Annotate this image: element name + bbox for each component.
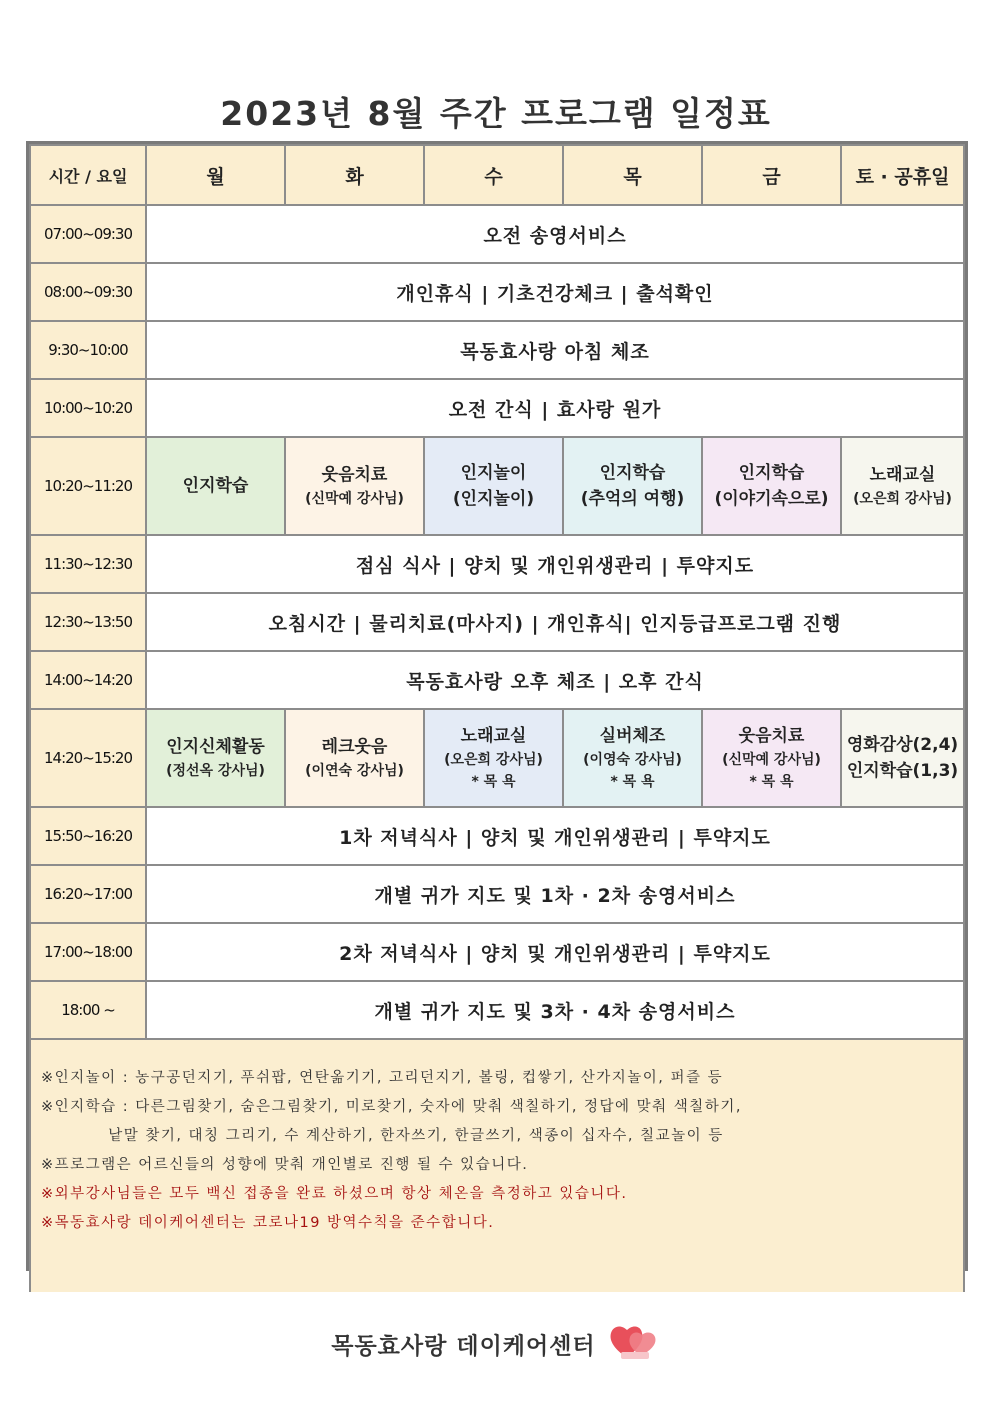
time-cell: 9:30~10:00 (30, 321, 146, 379)
note-line: 낱말 찾기, 대칭 그리기, 수 계산하기, 한자쓰기, 한글쓰기, 색종이 십자수, 칠교놀이 등 (41, 1128, 724, 1144)
schedule-row (30, 865, 964, 923)
activity-span-cell: 개별 귀가 지도 및 1차 · 2차 송영서비스 (146, 865, 964, 923)
program-title: 인지학습 (599, 463, 666, 483)
activity-span-cell: 2차 저녁식사 | 양치 및 개인위생관리 | 투약지도 (146, 923, 964, 981)
program-title: 노래교실 (460, 726, 527, 746)
time-cell: 11:30~12:30 (30, 535, 146, 593)
time-cell: 14:00~14:20 (30, 651, 146, 709)
activity-span-cell: 개인휴식 | 기초건강체크 | 출석확인 (146, 263, 964, 321)
program-title: 웃음치료 (321, 465, 388, 485)
note-line: ※인지학습 : 다른그림찾기, 숨은그림찾기, 미로찾기, 숫자에 맞춰 색칠하기, 정답에 맞춰 색칠하기, (41, 1099, 742, 1115)
program-title: 영화감상(2,4) (846, 735, 959, 755)
time-cell: 15:50~16:20 (30, 807, 146, 865)
time-cell: 10:20~11:20 (30, 437, 146, 535)
program-instructor: (이연숙 강사님) (305, 763, 404, 779)
schedule-row (30, 923, 964, 981)
activity-span-cell: 1차 저녁식사 | 양치 및 개인위생관리 | 투약지도 (146, 807, 964, 865)
program-title: 인지학습 (182, 476, 249, 496)
center-name: 목동효사랑 데이케어센터 (331, 1333, 596, 1360)
program-note: * 목 욕 (610, 774, 655, 790)
program-cell-fri (702, 709, 841, 807)
header-row (30, 145, 964, 205)
program-title: 레크웃음 (321, 737, 388, 757)
time-cell: 08:00~09:30 (30, 263, 146, 321)
activity-span-cell: 오전 송영서비스 (146, 205, 964, 263)
heart-logo-icon (609, 1322, 661, 1366)
program-note: * 목 욕 (749, 774, 794, 790)
schedule-row (30, 981, 964, 1039)
program-cell-wed (424, 709, 563, 807)
schedule-row (30, 651, 964, 709)
page-title: 2023년 8월 주간 프로그램 일정표 (220, 94, 772, 133)
activity-span-cell: 오침시간 | 물리치료(마사지) | 개인휴식| 인지등급프로그램 진행 (146, 593, 964, 651)
time-cell: 16:20~17:00 (30, 865, 146, 923)
schedule-row-programs-afternoon (30, 709, 964, 807)
program-detail: (이야기속으로) (714, 489, 829, 509)
program-title: 노래교실 (869, 465, 936, 485)
program-instructor: (이영숙 강사님) (583, 752, 682, 768)
schedule-row (30, 321, 964, 379)
program-title: 인지신체활동 (166, 737, 265, 757)
time-cell: 07:00~09:30 (30, 205, 146, 263)
time-cell: 10:00~10:20 (30, 379, 146, 437)
schedule-row (30, 263, 964, 321)
schedule-row (30, 807, 964, 865)
activity-span-cell: 목동효사랑 오후 체조 | 오후 간식 (146, 651, 964, 709)
time-cell: 18:00 ~ (30, 981, 146, 1039)
program-title: 인지놀이 (460, 463, 527, 483)
time-cell: 12:30~13:50 (30, 593, 146, 651)
header-day-wed: 수 (424, 145, 563, 205)
notes-section (30, 1039, 964, 1292)
program-title: 웃음치료 (738, 726, 805, 746)
note-line: ※프로그램은 어르신들의 성향에 맞춰 개인별로 진행 될 수 있습니다. (41, 1157, 529, 1173)
program-instructor: (신막예 강사님) (722, 752, 821, 768)
program-note: * 목 욕 (471, 774, 516, 790)
program-cell-tue (285, 437, 424, 535)
activity-span-cell: 오전 간식 | 효사랑 원가 (146, 379, 964, 437)
schedule-row (30, 535, 964, 593)
schedule-row-programs-morning (30, 437, 964, 535)
program-instructor: (신막예 강사님) (305, 491, 404, 507)
note-line-warning: ※목동효사랑 데이케어센터는 코로나19 방역수칙을 준수합니다. (41, 1215, 495, 1231)
header-day-tue: 화 (285, 145, 424, 205)
note-line: ※인지놀이 : 농구공던지기, 푸쉬팝, 연탄옮기기, 고리던지기, 볼링, 컵쌓기, 산가지놀이, 퍼즐 등 (41, 1070, 724, 1086)
note-line-warning: ※외부강사님들은 모두 백신 접종을 완료 하셨으며 항상 체온을 측정하고 있습니다. (41, 1186, 628, 1202)
header-day-fri: 금 (702, 145, 841, 205)
program-instructor: (오은희 강사님) (444, 752, 543, 768)
program-cell-mon (146, 437, 285, 535)
program-detail: (추억의 여행) (580, 489, 685, 509)
schedule-row (30, 593, 964, 651)
program-detail: (인지놀이) (452, 489, 535, 509)
program-title: 실버체조 (599, 726, 666, 746)
footer (0, 1322, 992, 1366)
schedule-table (26, 141, 968, 1271)
program-title-second: 인지학습(1,3) (846, 761, 959, 781)
program-cell-thu (563, 709, 702, 807)
program-cell-sat (841, 437, 964, 535)
program-title: 인지학습 (738, 463, 805, 483)
time-cell: 17:00~18:00 (30, 923, 146, 981)
program-cell-wed (424, 437, 563, 535)
header-corner: 시간 / 요일 (30, 145, 146, 205)
program-cell-fri (702, 437, 841, 535)
program-cell-thu (563, 437, 702, 535)
header-day-sat-holiday: 토 · 공휴일 (841, 145, 964, 205)
header-day-thu: 목 (563, 145, 702, 205)
program-cell-sat (841, 709, 964, 807)
program-instructor: (오은희 강사님) (853, 491, 952, 507)
header-day-mon: 월 (146, 145, 285, 205)
notes-row (30, 1039, 964, 1292)
time-cell: 14:20~15:20 (30, 709, 146, 807)
program-instructor: (정선옥 강사님) (166, 763, 265, 779)
schedule-row (30, 205, 964, 263)
activity-span-cell: 목동효사랑 아침 체조 (146, 321, 964, 379)
program-cell-mon (146, 709, 285, 807)
schedule-row (30, 379, 964, 437)
program-cell-tue (285, 709, 424, 807)
activity-span-cell: 개별 귀가 지도 및 3차 · 4차 송영서비스 (146, 981, 964, 1039)
activity-span-cell: 점심 식사 | 양치 및 개인위생관리 | 투약지도 (146, 535, 964, 593)
